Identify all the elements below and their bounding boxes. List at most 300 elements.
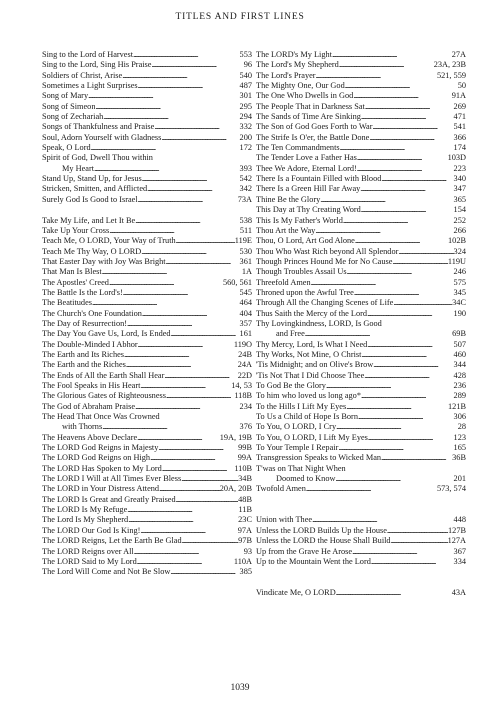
index-entry [42, 464, 252, 474]
index-entry [256, 50, 466, 60]
section-gap [256, 567, 466, 577]
index-entry [42, 257, 252, 267]
dot-leader [182, 536, 239, 546]
entry-title: Take Up Your Cross [42, 225, 110, 235]
entry-title: To You, O LORD, I Lift My Eyes [256, 432, 368, 442]
entry-page-ref: 347 [453, 184, 466, 194]
dot-leader [91, 143, 240, 153]
entry-title: Spirit of God, Dwell Thou within [42, 153, 153, 163]
entry-page-ref: 121B [448, 401, 466, 411]
dot-leader [361, 205, 454, 215]
index-entry [42, 547, 252, 557]
entry-title: Union with Thee [256, 515, 313, 525]
section-gap [256, 578, 466, 588]
index-entry [256, 184, 466, 194]
entry-page-ref: 365 [453, 194, 466, 204]
dot-leader [128, 515, 238, 525]
index-entry [42, 133, 252, 143]
entry-page-ref: 23A, 23B [433, 60, 466, 70]
entry-title: Take My Life, and Let It Be [42, 215, 136, 225]
index-entry [256, 464, 466, 474]
entry-page-ref: 367 [453, 546, 466, 556]
entry-page-ref: 102B [448, 236, 466, 246]
index-entry [256, 350, 466, 360]
entry-title: The Ten Commandments [256, 143, 340, 153]
dot-leader [124, 350, 238, 360]
entry-title: That Easter Day with Joy Was Bright [42, 256, 166, 266]
entry-title: Teach Me Thy Way, O LORD [42, 246, 142, 256]
entry-title: Thee We Adore, Eternal Lord! [256, 163, 357, 173]
entry-page-ref: 538 [239, 215, 252, 225]
index-entry [42, 412, 252, 422]
entry-title: There Is a Fountain Filled with Blood [256, 174, 382, 184]
dot-leader [391, 536, 448, 546]
dot-leader [126, 360, 238, 370]
entry-page-ref: 448 [453, 515, 466, 525]
entry-title: The LORD Said to My Lord [42, 556, 137, 566]
entry-title: The LORD Reigns, Let the Earth Be Glad [42, 536, 182, 546]
index-entry [256, 257, 466, 267]
entry-page-ref: 393 [239, 163, 252, 173]
index-entry [42, 153, 252, 163]
entry-page-ref: 345 [453, 287, 466, 297]
entry-page-ref: 110B [234, 463, 252, 473]
index-entry [42, 50, 252, 60]
dot-leader [138, 81, 240, 91]
dot-leader [360, 184, 453, 194]
dot-leader [381, 453, 452, 463]
entry-title: Up to the Mountain Went the Lord [256, 556, 371, 566]
entry-title: The Tender Love a Father Has [256, 153, 357, 163]
entry-page-ref: 174 [453, 143, 466, 153]
entry-title: Unless the LORD the House Shall Build [256, 536, 391, 546]
index-entry [42, 174, 252, 184]
entry-title: The Battle Is the Lord's! [42, 287, 123, 297]
index-entry [42, 402, 252, 412]
entry-title: The LORD God Reigns in Majesty [42, 443, 159, 453]
index-entry [42, 443, 252, 453]
dot-leader [371, 557, 454, 567]
index-entry [42, 505, 252, 515]
dot-leader [123, 288, 240, 298]
entry-title: The Heavens Above Declare [42, 432, 138, 442]
entry-title: Thine Be the Glory [256, 194, 321, 204]
entry-page-ref: 96 [243, 60, 252, 70]
dot-leader [151, 60, 243, 70]
dot-leader [355, 236, 448, 246]
dot-leader [353, 91, 451, 101]
entry-page-ref: 50 [457, 81, 466, 91]
entry-title: The Earth and Its Riches [42, 349, 125, 359]
index-entry [42, 122, 252, 132]
index-entry [256, 557, 466, 567]
entry-page-ref: 69B [452, 329, 466, 339]
entry-page-ref: 190 [453, 308, 466, 318]
dot-leader [368, 433, 454, 443]
dot-leader [147, 184, 239, 194]
dot-leader [335, 474, 453, 484]
entry-page-ref: 110A [233, 556, 252, 566]
entry-title: Sometimes a Light Surprises [42, 81, 138, 91]
dot-leader [326, 381, 454, 391]
index-entry [42, 298, 252, 308]
entry-title: To him who loved us long ago* [256, 391, 361, 401]
entry-page-ref: 404 [239, 308, 252, 318]
dot-leader [142, 309, 240, 319]
entry-page-ref: 560, 561 [222, 277, 252, 287]
index-entry [256, 112, 466, 122]
entry-page-ref: 246 [453, 267, 466, 277]
index-entry [256, 412, 466, 422]
index-entry [42, 309, 252, 319]
entry-title: The One Who Dwells in God [256, 91, 354, 101]
entry-title: The Lord's Prayer [256, 70, 316, 80]
index-entry [42, 360, 252, 370]
entry-page-ref: 361 [239, 256, 252, 266]
index-entry [256, 360, 466, 370]
index-entry [42, 71, 252, 81]
entry-title: Surely God Is Good to Israel [42, 194, 138, 204]
index-entry [42, 567, 252, 577]
dot-leader [365, 102, 454, 112]
dot-leader [332, 50, 452, 60]
entry-page-ref: 119O [233, 339, 252, 349]
dot-leader [140, 526, 237, 536]
entry-title: 'Tis Not That I Did Choose Thee [256, 370, 365, 380]
entry-page-ref: 34B [238, 474, 252, 484]
index-entry [256, 153, 466, 163]
index-entry [42, 453, 252, 463]
dot-leader [367, 309, 453, 319]
entry-page-ref: 342 [239, 184, 252, 194]
entry-title: Song of Zechariah [42, 112, 104, 122]
dot-leader [138, 195, 238, 205]
entry-title: Soul, Adorn Yourself with Gladness [42, 132, 162, 142]
dot-leader [127, 319, 240, 329]
entry-page-ref: 201 [453, 474, 466, 484]
entry-title: T'was on That Night When [256, 463, 346, 473]
entry-page-ref: 521, 559 [436, 70, 466, 80]
index-entry [256, 402, 466, 412]
dot-leader [336, 422, 458, 432]
index-entry [256, 122, 466, 132]
entry-title: To You, O LORD, I Cry [256, 422, 337, 432]
index-entry [42, 216, 252, 226]
dot-leader [103, 112, 239, 122]
index-entry [42, 184, 252, 194]
entry-page-ref: 541 [453, 122, 466, 132]
index-entry [256, 340, 466, 350]
dot-leader [312, 515, 453, 525]
entry-page-ref: 507 [453, 339, 466, 349]
entry-title: To Your Temple I Repair [256, 443, 339, 453]
entry-page-ref: 20A, 20B [219, 484, 252, 494]
dot-leader [339, 60, 434, 70]
entry-page-ref: 575 [453, 277, 466, 287]
dot-leader [134, 547, 244, 557]
dot-leader [176, 495, 239, 505]
dot-leader [141, 247, 239, 257]
entry-page-ref: 540 [239, 70, 252, 80]
dot-leader [109, 278, 223, 288]
entry-page-ref: 93 [243, 546, 252, 556]
entry-title: The LORD Is Great and Greatly Praised [42, 494, 176, 504]
entry-title: Thus Saith the Mercy of the Lord [256, 308, 368, 318]
entry-title: Thou Who Wast Rich beyond All Splendor [256, 246, 399, 256]
index-entry [42, 350, 252, 360]
index-entry [256, 422, 466, 432]
entry-page-ref: 306 [453, 412, 466, 422]
entry-title: Sing to the Lord, Sing His Praise [42, 60, 152, 70]
entry-page-ref: 340 [453, 174, 466, 184]
entry-page-ref: 97A [237, 525, 252, 535]
index-entry [42, 226, 252, 236]
right-index-column [256, 50, 466, 598]
entry-page-ref: 48B [238, 494, 252, 504]
index-entry [256, 81, 466, 91]
entry-title: The LORD Has Spoken to My Lord [42, 463, 162, 473]
entry-title: Transgression Speaks to Wicked Man [256, 453, 382, 463]
entry-title: The LORD Reigns over All [42, 546, 134, 556]
page-number: 1039 [230, 683, 250, 693]
index-entry [42, 143, 252, 153]
entry-title: The LORD Is My Refuge [42, 505, 128, 515]
index-entry [42, 319, 252, 329]
section-gap [256, 495, 466, 505]
dot-leader [361, 391, 454, 401]
index-entry [42, 371, 252, 381]
entry-page-ref: 99A [237, 453, 252, 463]
entry-page-ref: 43A [451, 587, 466, 597]
section-gap [256, 505, 466, 515]
index-entry [42, 557, 252, 567]
index-entry [42, 112, 252, 122]
index-entry [256, 247, 466, 257]
index-entry [256, 195, 466, 205]
entry-title: Vindicate Me, O LORD [256, 587, 336, 597]
index-entry [42, 91, 252, 101]
dot-leader [381, 174, 453, 184]
dot-leader [127, 505, 238, 515]
index-entry [256, 236, 466, 246]
entry-page-ref: 332 [239, 122, 252, 132]
entry-title: Song of Simeon [42, 101, 96, 111]
entry-page-ref: 545 [239, 287, 252, 297]
index-entry [42, 515, 252, 525]
dot-leader [137, 433, 220, 443]
entry-title: Thou, O Lord, Art God Alone [256, 236, 355, 246]
dot-leader [398, 247, 453, 257]
dot-leader [352, 547, 453, 557]
index-entry [256, 133, 466, 143]
entry-page-ref: 295 [239, 101, 252, 111]
dot-leader [88, 91, 239, 101]
entry-page-ref: 14, 53 [231, 381, 252, 390]
entry-page-ref: 11B [238, 505, 252, 515]
index-entry [256, 102, 466, 112]
entry-page-ref: 172 [239, 143, 252, 153]
entry-title: The Day of Resurrection! [42, 318, 128, 328]
entry-title: Thou Art the Way [256, 225, 316, 235]
entry-title: The Beatitudes [42, 298, 92, 308]
entry-page-ref: 294 [239, 112, 252, 122]
dot-leader [373, 360, 453, 370]
entry-page-ref: 22D [237, 370, 252, 380]
entry-title: 'Tis Midnight; and on Olive's Brow [256, 360, 374, 370]
index-entry [256, 216, 466, 226]
entry-title: Song of Mary [42, 91, 89, 101]
index-entry [256, 91, 466, 101]
index-entry [256, 547, 466, 557]
index-entry [42, 236, 252, 246]
dot-leader [392, 257, 447, 267]
entry-title: The Church's One Foundation [42, 308, 142, 318]
dot-leader [336, 588, 452, 598]
entry-title: Thy Lovingkindness, LORD, Is Good [256, 318, 382, 328]
index-entry [256, 319, 466, 329]
dot-leader [320, 195, 453, 205]
entry-title: The LORD in Your Distress Attend [42, 484, 160, 494]
entry-title: Stricken, Smitten, and Afflicted [42, 184, 148, 194]
entry-page-ref: 91A [451, 91, 466, 101]
entry-page-ref: 428 [453, 370, 466, 380]
entry-page-ref: 1A [241, 267, 252, 277]
dot-leader [387, 526, 448, 536]
index-entry [42, 484, 252, 494]
index-entry [42, 164, 252, 174]
entry-page-ref: 200 [239, 132, 252, 142]
entry-title: The Strife Is O'er, the Battle Done [256, 132, 370, 142]
index-entry [256, 433, 466, 443]
dot-leader [166, 391, 234, 401]
entry-page-ref: 103D [447, 153, 466, 163]
left-index-column [42, 50, 252, 578]
entry-title: Sing to the Lord of Harvest [42, 50, 134, 59]
index-entry [256, 71, 466, 81]
entry-title: The Glorious Gates of Righteousness [42, 391, 166, 401]
entry-title: The LORD God Reigns on High [42, 453, 151, 463]
entry-title: Though Troubles Assail Us [256, 267, 347, 277]
index-entry [256, 453, 466, 463]
entry-page-ref: 36B [452, 453, 466, 463]
entry-page-ref: 289 [453, 391, 466, 401]
entry-page-ref: 123 [453, 432, 466, 442]
entry-page-ref: 385 [239, 567, 252, 577]
entry-page-ref: 127B [448, 525, 466, 535]
entry-page-ref: 97B [238, 536, 252, 546]
entry-page-ref: 27A [451, 50, 466, 59]
index-entry [42, 247, 252, 257]
entry-title: The Sands of Time Are Sinking [256, 112, 361, 122]
entry-page-ref: 530 [239, 246, 252, 256]
section-gap [42, 205, 252, 215]
entry-title: Speak, O Lord [42, 143, 91, 153]
entry-page-ref: 573, 574 [436, 484, 466, 494]
index-entry [256, 298, 466, 308]
index-entry [256, 143, 466, 153]
index-entry [42, 288, 252, 298]
entry-page-ref: 154 [453, 205, 466, 215]
entry-title: The Head That Once Was Crowned [42, 412, 160, 422]
entry-title: The God of Abraham Praise [42, 401, 136, 411]
index-entry [256, 484, 466, 494]
entry-title: The Day You Gave Us, Lord, Is Ended [42, 329, 171, 339]
index-entry [256, 391, 466, 401]
entry-title: Though Princes Hound Me for No Cause [256, 256, 393, 266]
entry-title: The Apostles' Creed [42, 277, 109, 287]
entry-page-ref: 511 [239, 225, 252, 235]
dot-leader [311, 278, 454, 288]
dot-leader [135, 402, 239, 412]
entry-title: My Heart [62, 163, 95, 173]
dot-leader [343, 216, 454, 226]
entry-title: The Fool Speaks in His Heart [42, 381, 141, 390]
dot-leader [92, 298, 240, 308]
entry-page-ref: 161 [239, 329, 252, 339]
index-entry [256, 526, 466, 536]
index-entry [256, 515, 466, 525]
dot-leader [358, 412, 454, 422]
index-entry [256, 278, 466, 288]
entry-title: Unless the LORD Builds Up the House [256, 525, 387, 535]
entry-title: and Free [276, 329, 305, 339]
index-entry [42, 195, 252, 205]
page-header: TITLES AND FIRST LINES [175, 12, 305, 22]
entry-page-ref: 24A [237, 360, 252, 370]
dot-leader [166, 257, 240, 267]
dot-leader [159, 484, 220, 494]
dot-leader [102, 422, 239, 432]
entry-page-ref: 73A [237, 194, 252, 204]
dot-leader [338, 443, 453, 453]
entry-title: Thy Mercy, Lord, Is What I Need [256, 339, 368, 349]
dot-leader [361, 350, 453, 360]
index-entry [256, 267, 466, 277]
entry-title: To Us a Child of Hope Is Born [256, 412, 358, 422]
index-entry [256, 226, 466, 236]
dot-leader [306, 484, 437, 494]
entry-title: Threefold Amen [256, 277, 311, 287]
entry-page-ref: 269 [453, 101, 466, 111]
dot-leader [170, 567, 239, 577]
entry-page-ref: 357 [239, 318, 252, 328]
entry-title: The Mighty One, Our God [256, 81, 345, 91]
index-entry [42, 381, 252, 391]
entry-page-ref: 99B [238, 443, 252, 453]
entry-page-ref: 19A, 19B [219, 432, 252, 442]
dot-leader [158, 443, 238, 453]
entry-page-ref: 301 [239, 91, 252, 101]
dot-leader [361, 112, 454, 122]
index-entry [256, 164, 466, 174]
dot-leader [305, 329, 452, 339]
index-entry [256, 474, 466, 484]
entry-title: Songs of Thankfulness and Praise [42, 122, 155, 132]
index-entry [42, 278, 252, 288]
dot-leader [164, 371, 237, 381]
dot-leader [176, 236, 235, 246]
entry-page-ref: 266 [453, 225, 466, 235]
entry-title: The Earth and the Riches [42, 360, 126, 370]
entry-title: Twofold Amen [256, 484, 306, 494]
entry-page-ref: 487 [239, 81, 252, 91]
entry-title: The Ends of All the Earth Shall Hear [42, 370, 165, 380]
index-entry [42, 422, 252, 432]
dot-leader [340, 143, 454, 153]
index-entry [256, 205, 466, 215]
dot-leader [109, 226, 240, 236]
dot-leader [364, 371, 453, 381]
